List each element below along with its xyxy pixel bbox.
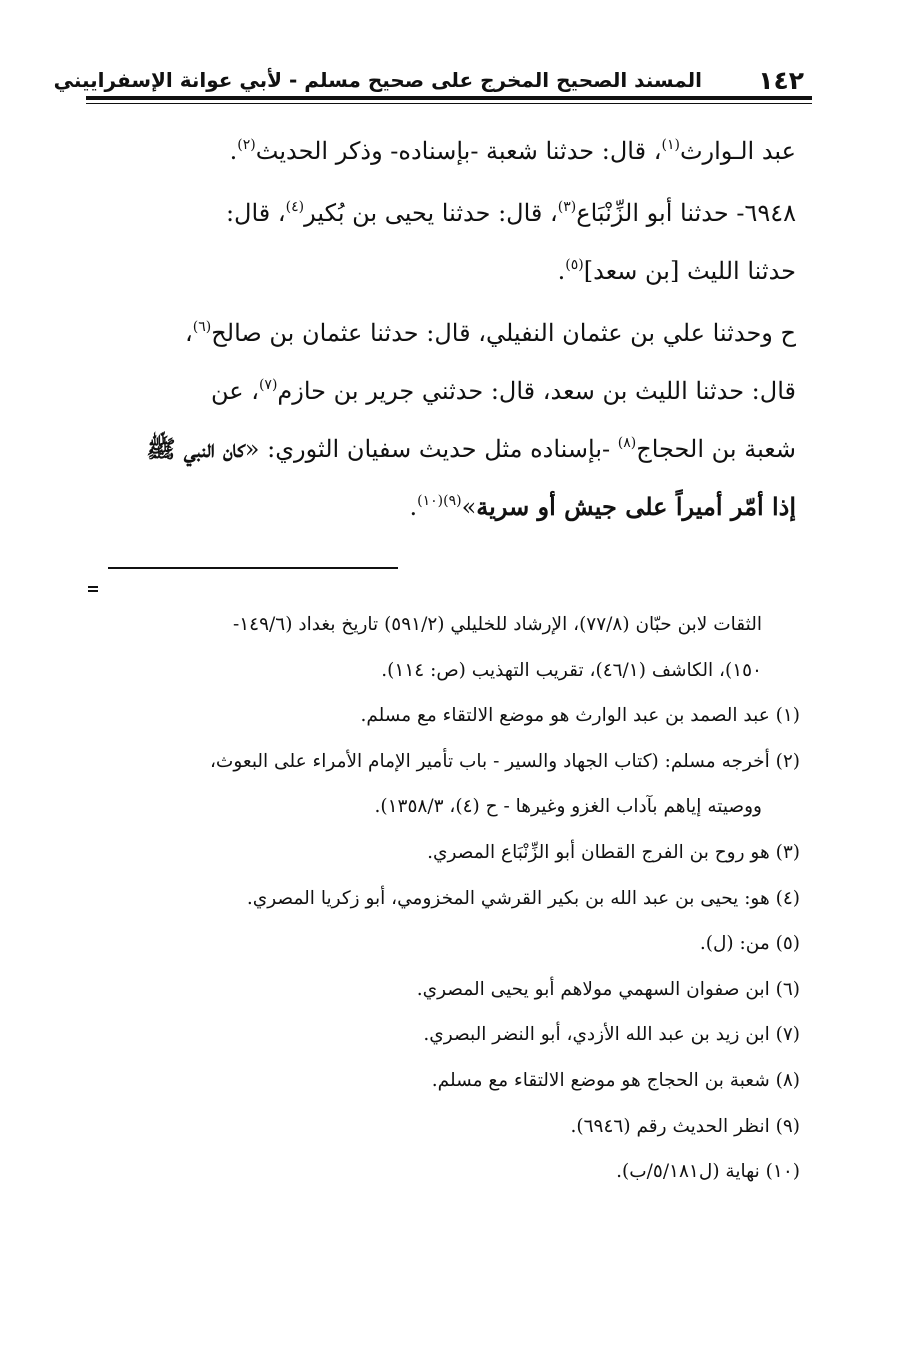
footnote-9: (٩) انظر الحديث رقم (٦٩٤٦). [570, 1115, 800, 1137]
header-rule-thick [86, 96, 812, 100]
footnote-ref-2: (٢) [237, 137, 256, 153]
footnote-ref-7: (٧) [258, 377, 278, 393]
header-rule-thin [86, 103, 812, 104]
footnote-10: (١٠) نهاية (ل٥/١٨١/ب). [616, 1161, 800, 1183]
hadith-6948-line-6: إذا أمّر أميراً على جيش أو سرية»$^{(٩)(١٠)}$. [409, 492, 796, 521]
footnote-ref-4: (٤) [285, 199, 305, 215]
footnote-ref-9-10: (٩)(١٠) [417, 493, 462, 509]
hadith-quote-start: كان النبي ﷺ [146, 434, 245, 463]
text-line-1: عبد الـوارث$^{(١)}$، قال: حدثنا شعبة -بإسناده- وذكر الحديث$^{(٢)}$. [229, 137, 796, 165]
footnote-7: (٧) ابن زيد بن عبد الله الأزدي، أبو النضر البصري. [423, 1024, 800, 1046]
footnote-ref-8: (٨) [617, 435, 637, 451]
footnote-2: (٢) أخرجه مسلم: (كتاب الجهاد والسير - باب تأمير الإمام الأمراء على البعوث، [209, 750, 800, 772]
footnote-ref-1: (١) [661, 137, 680, 153]
hadith-6948-line-1: ٦٩٤٨- حدثنا أبو الزِّنْبَاع$^{(٣)}$، قال: حدثنا يحيى بن بُكير$^{(٤)}$، قال: [225, 199, 796, 227]
main-text [110, 122, 796, 536]
hadith-quote-end: إذا أمّر أميراً على جيش أو سرية [476, 492, 796, 521]
hadith-6948-line-2: حدثنا الليث [بن سعد]$^{(٥)}$. [557, 257, 796, 285]
hadith-6948-line-3: ح وحدثنا علي بن عثمان النفيلي، قال: حدثنا عثمان بن صالح$^{(٦)}$، [185, 319, 796, 347]
footnote-1: (١) عبد الصمد بن عبد الوارث هو موضع الالتقاء مع مسلم. [360, 705, 800, 727]
footnote-separator [108, 567, 398, 569]
footnote-continued-line-1: الثقات لابن حبّان (٧٧/٨)، الإرشاد للخليلي (٥٩١/٢) تاريخ بغداد (١٤٩/٦- [232, 614, 762, 635]
footnote-5: (٥) من: (ل). [699, 933, 800, 955]
continuation-mark [88, 586, 98, 592]
footnote-ref-6: (٦) [192, 319, 212, 335]
footnote-6: (٦) ابن صفوان السهمي مولاهم أبو يحيى المصري. [416, 978, 800, 1000]
running-title: المسند الصحيح المخرج على صحيح مسلم - لأبي عوانة الإسفراييني [53, 68, 702, 92]
running-header [53, 62, 812, 100]
hadith-6948-line-5: شعبة بن الحجاج$^{(٨)}$ -بإسناده مثل حديث سفيان الثوري: «كان النبي ﷺ [146, 434, 796, 463]
footnote-3: (٣) هو روح بن الفرج القطان أبو الزِّنْبَاع المصري. [427, 841, 800, 863]
footnote-4: (٤) هو: يحيى بن عبد الله بن بكير القرشي المخزومي، أبو زكريا المصري. [246, 887, 800, 909]
hadith-6948-line-4: قال: حدثنا الليث بن سعد، قال: حدثني جرير بن حازم$^{(٧)}$، عن [210, 377, 796, 405]
footnote-ref-5: (٥) [565, 257, 584, 273]
footnotes [100, 602, 800, 1195]
page-number: ١٤٢ [758, 66, 804, 95]
footnote-2-continued: ووصيته إياهم بآداب الغزو وغيرها - ح (٤)، ١٣٥٨/٣). [374, 796, 762, 818]
footnote-8: (٨) شعبة بن الحجاج هو موضع الالتقاء مع مسلم. [431, 1069, 800, 1091]
footnote-continued-line-2: ١٥٠)، الكاشف (٤٦/١)، تقريب التهذيب (ص: ١١٤). [381, 659, 762, 681]
footnote-ref-3: (٣) [557, 199, 577, 215]
